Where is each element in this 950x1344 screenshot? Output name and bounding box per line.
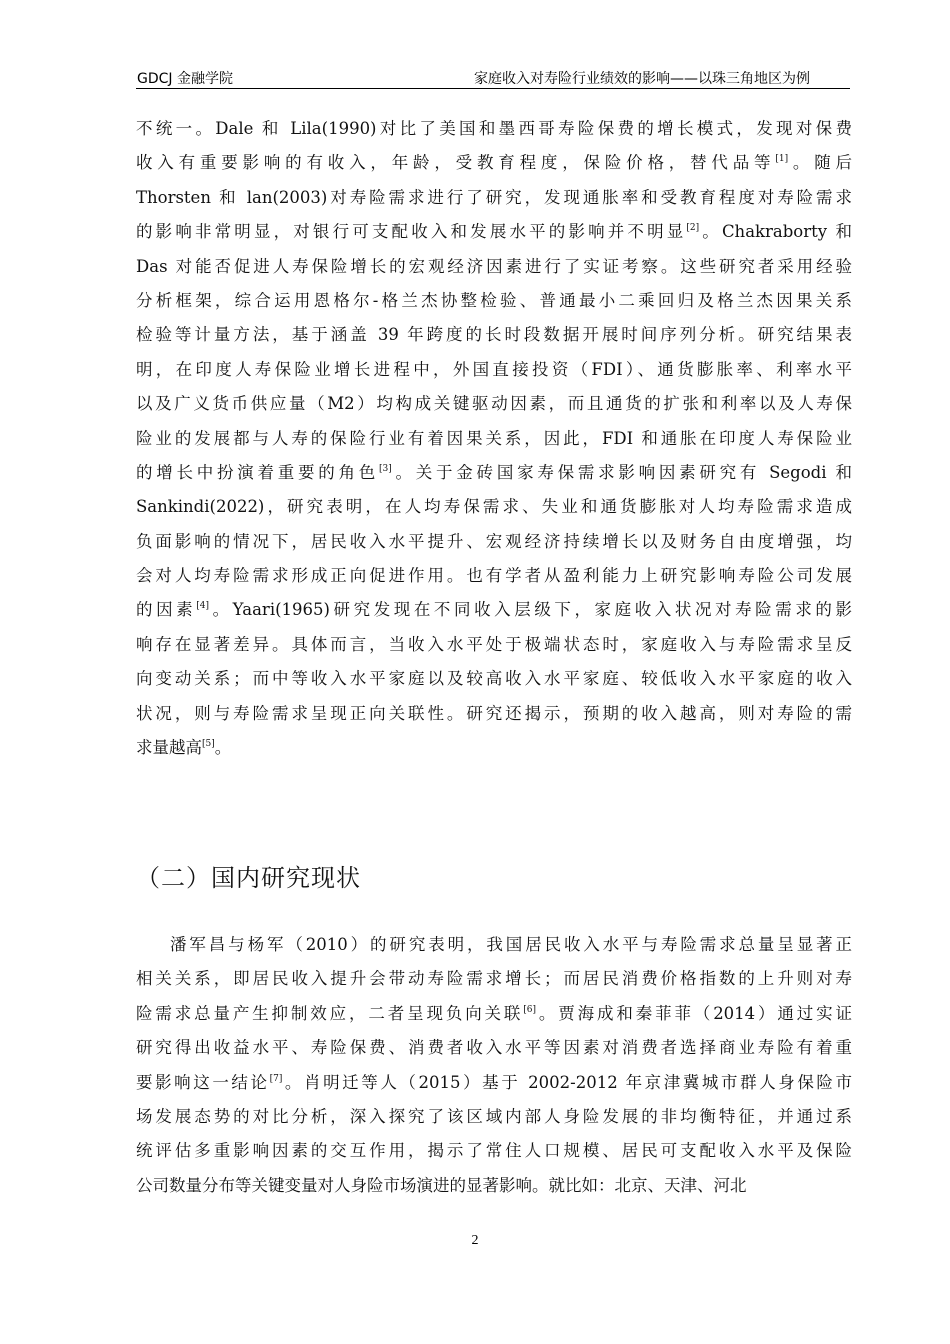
line-text: 要影响这一结论 [136,1072,270,1092]
line-text: Thorsten 和 lan(2003)对寿险需求进行了研究，发现通胀率和受教育程度对寿险需求 [136,187,852,207]
text-line [136,353,852,387]
text-line [136,490,852,524]
text-line [136,731,852,765]
text-line [136,456,852,490]
text-line [136,1066,852,1100]
line-text-continued: 。 [214,738,232,758]
citation-ref: [5] [202,739,215,750]
paragraph-domestic-research [136,928,852,1203]
line-text: 明，在印度人寿保险业增长进程中，外国直接投资（FDI）、通货膨胀率、利率水平 [136,359,852,379]
header-institution: GDCJ 金融学院 [137,71,233,87]
text-line [136,215,852,249]
text-line [136,422,852,456]
section-heading: （二）国内研究现状 [136,864,361,892]
line-text: 会对人均寿险需求形成正向促进作用。也有学者从盈利能力上研究影响寿险公司发展 [136,566,852,586]
paragraph-foreign-research [136,112,852,765]
citation-ref: [7] [269,1073,283,1084]
text-line [136,318,852,352]
text-line [136,697,852,731]
page-number: 2 [471,1233,479,1248]
line-text: Das 对能否促进人寿保险增长的宏观经济因素进行了实证考察。这些研究者采用经验 [136,256,852,276]
text-line [136,181,852,215]
citation-ref: [3] [379,463,392,474]
text-line [136,559,852,593]
text-line [136,662,852,696]
text-line [136,628,852,662]
text-line [136,112,852,146]
header-title: 家庭收入对寿险行业绩效的影响——以珠三角地区为例 [474,71,810,87]
line-text: 险业的发展都与人寿的保险行业有着因果关系，因此，FDI 和通胀在印度人寿保险业 [136,428,852,448]
line-text: 向变动关系；而中等收入水平家庭以及较高收入水平家庭、较低收入水平家庭的收入 [136,669,852,689]
text-line [136,1031,852,1065]
citation-ref: [1] [775,154,789,165]
text-line [136,593,852,627]
line-text-continued: 。贾海成和秦菲菲（2014）通过实证 [536,1003,852,1023]
line-text-continued: 。随后 [788,153,852,173]
text-line [136,928,852,962]
line-text: 状况，则与寿险需求呈现正向关联性。研究还揭示，预期的收入越高，则对寿险的需 [136,703,852,723]
line-text: 潘军昌与杨军（2010）的研究表明，我国居民收入水平与寿险需求总量呈显著正 [170,935,852,954]
line-text: 收入有重要影响的有收入，年龄，受教育程度，保险价格，替代品等 [136,153,776,173]
line-text: 研究得出收益水平、寿险保费、消费者收入水平等因素对消费者选择商业寿险有着重 [136,1038,852,1058]
line-text: 检验等计量方法，基于涵盖 39 年跨度的长时段数据开展时间序列分析。研究结果表 [136,325,852,345]
line-text: 公司数量分布等关键变量对人身险市场演进的显著影响。就比如：北京、天津、河北 [136,1175,747,1195]
line-text-continued: 。Chakraborty 和 [699,222,852,242]
citation-ref: [6] [523,1004,537,1015]
page-header [136,64,850,89]
line-text: 相关关系，即居民收入提升会带动寿险需求增长；而居民消费价格指数的上升则对寿 [136,969,852,989]
line-text: 险需求总量产生抑制效应，二者呈现负向关联 [136,1003,524,1023]
line-text: 负面影响的情况下，居民收入水平提升、宏观经济持续增长以及财务自由度增强，均 [136,531,852,551]
citation-ref: [2] [686,223,700,234]
citation-ref: [4] [196,601,209,612]
line-text: 以及广义货币供应量（M2）均构成关键驱动因素，而且通货的扩张和利率以及人寿保 [136,394,852,414]
text-line [136,284,852,318]
line-text-continued: 。关于金砖国家寿保需求影响因素研究有 Segodi 和 [391,462,852,482]
line-text: 求量越高 [136,738,202,758]
line-text: 的因素 [136,600,197,620]
text-line [136,525,852,559]
line-text: 不统一。Dale 和 Lila(1990)对比了美国和墨西哥寿险保费的增长模式，发现对保费 [136,119,852,138]
line-text: 统评估多重影响因素的交互作用，揭示了常住人口规模、居民可支配收入水平及保险 [136,1141,852,1161]
text-line [136,1169,852,1203]
line-text: 的影响非常明显，对银行可支配收入和发展水平的影响并不明显 [136,222,687,242]
line-text: 场发展态势的对比分析，深入探究了该区域内部人身险发展的非均衡特征，并通过系 [136,1106,852,1126]
line-text: Sankindi(2022)，研究表明，在人均寿保需求、失业和通货膨胀对人均寿险需求造成 [136,497,852,517]
line-text-continued: 。Yaari(1965)研究发现在不同收入层级下，家庭收入状况对寿险需求的影 [208,600,852,620]
line-text: 分析框架，综合运用恩格尔-格兰杰协整检验、普通最小二乘回归及格兰杰因果关系 [136,290,852,310]
text-line [136,387,852,421]
line-text: 的增长中扮演着重要的角色 [136,462,380,482]
line-text-continued: 。肖明迁等人（2015）基于 2002-2012 年京津冀城市群人身保险市 [282,1072,852,1092]
text-line [136,146,852,180]
text-line [136,1100,852,1134]
text-line [136,1134,852,1168]
text-line [136,962,852,996]
line-text: 响存在显著差异。具体而言，当收入水平处于极端状态时，家庭收入与寿险需求呈反 [136,634,852,654]
text-line [136,997,852,1031]
text-line [136,250,852,284]
